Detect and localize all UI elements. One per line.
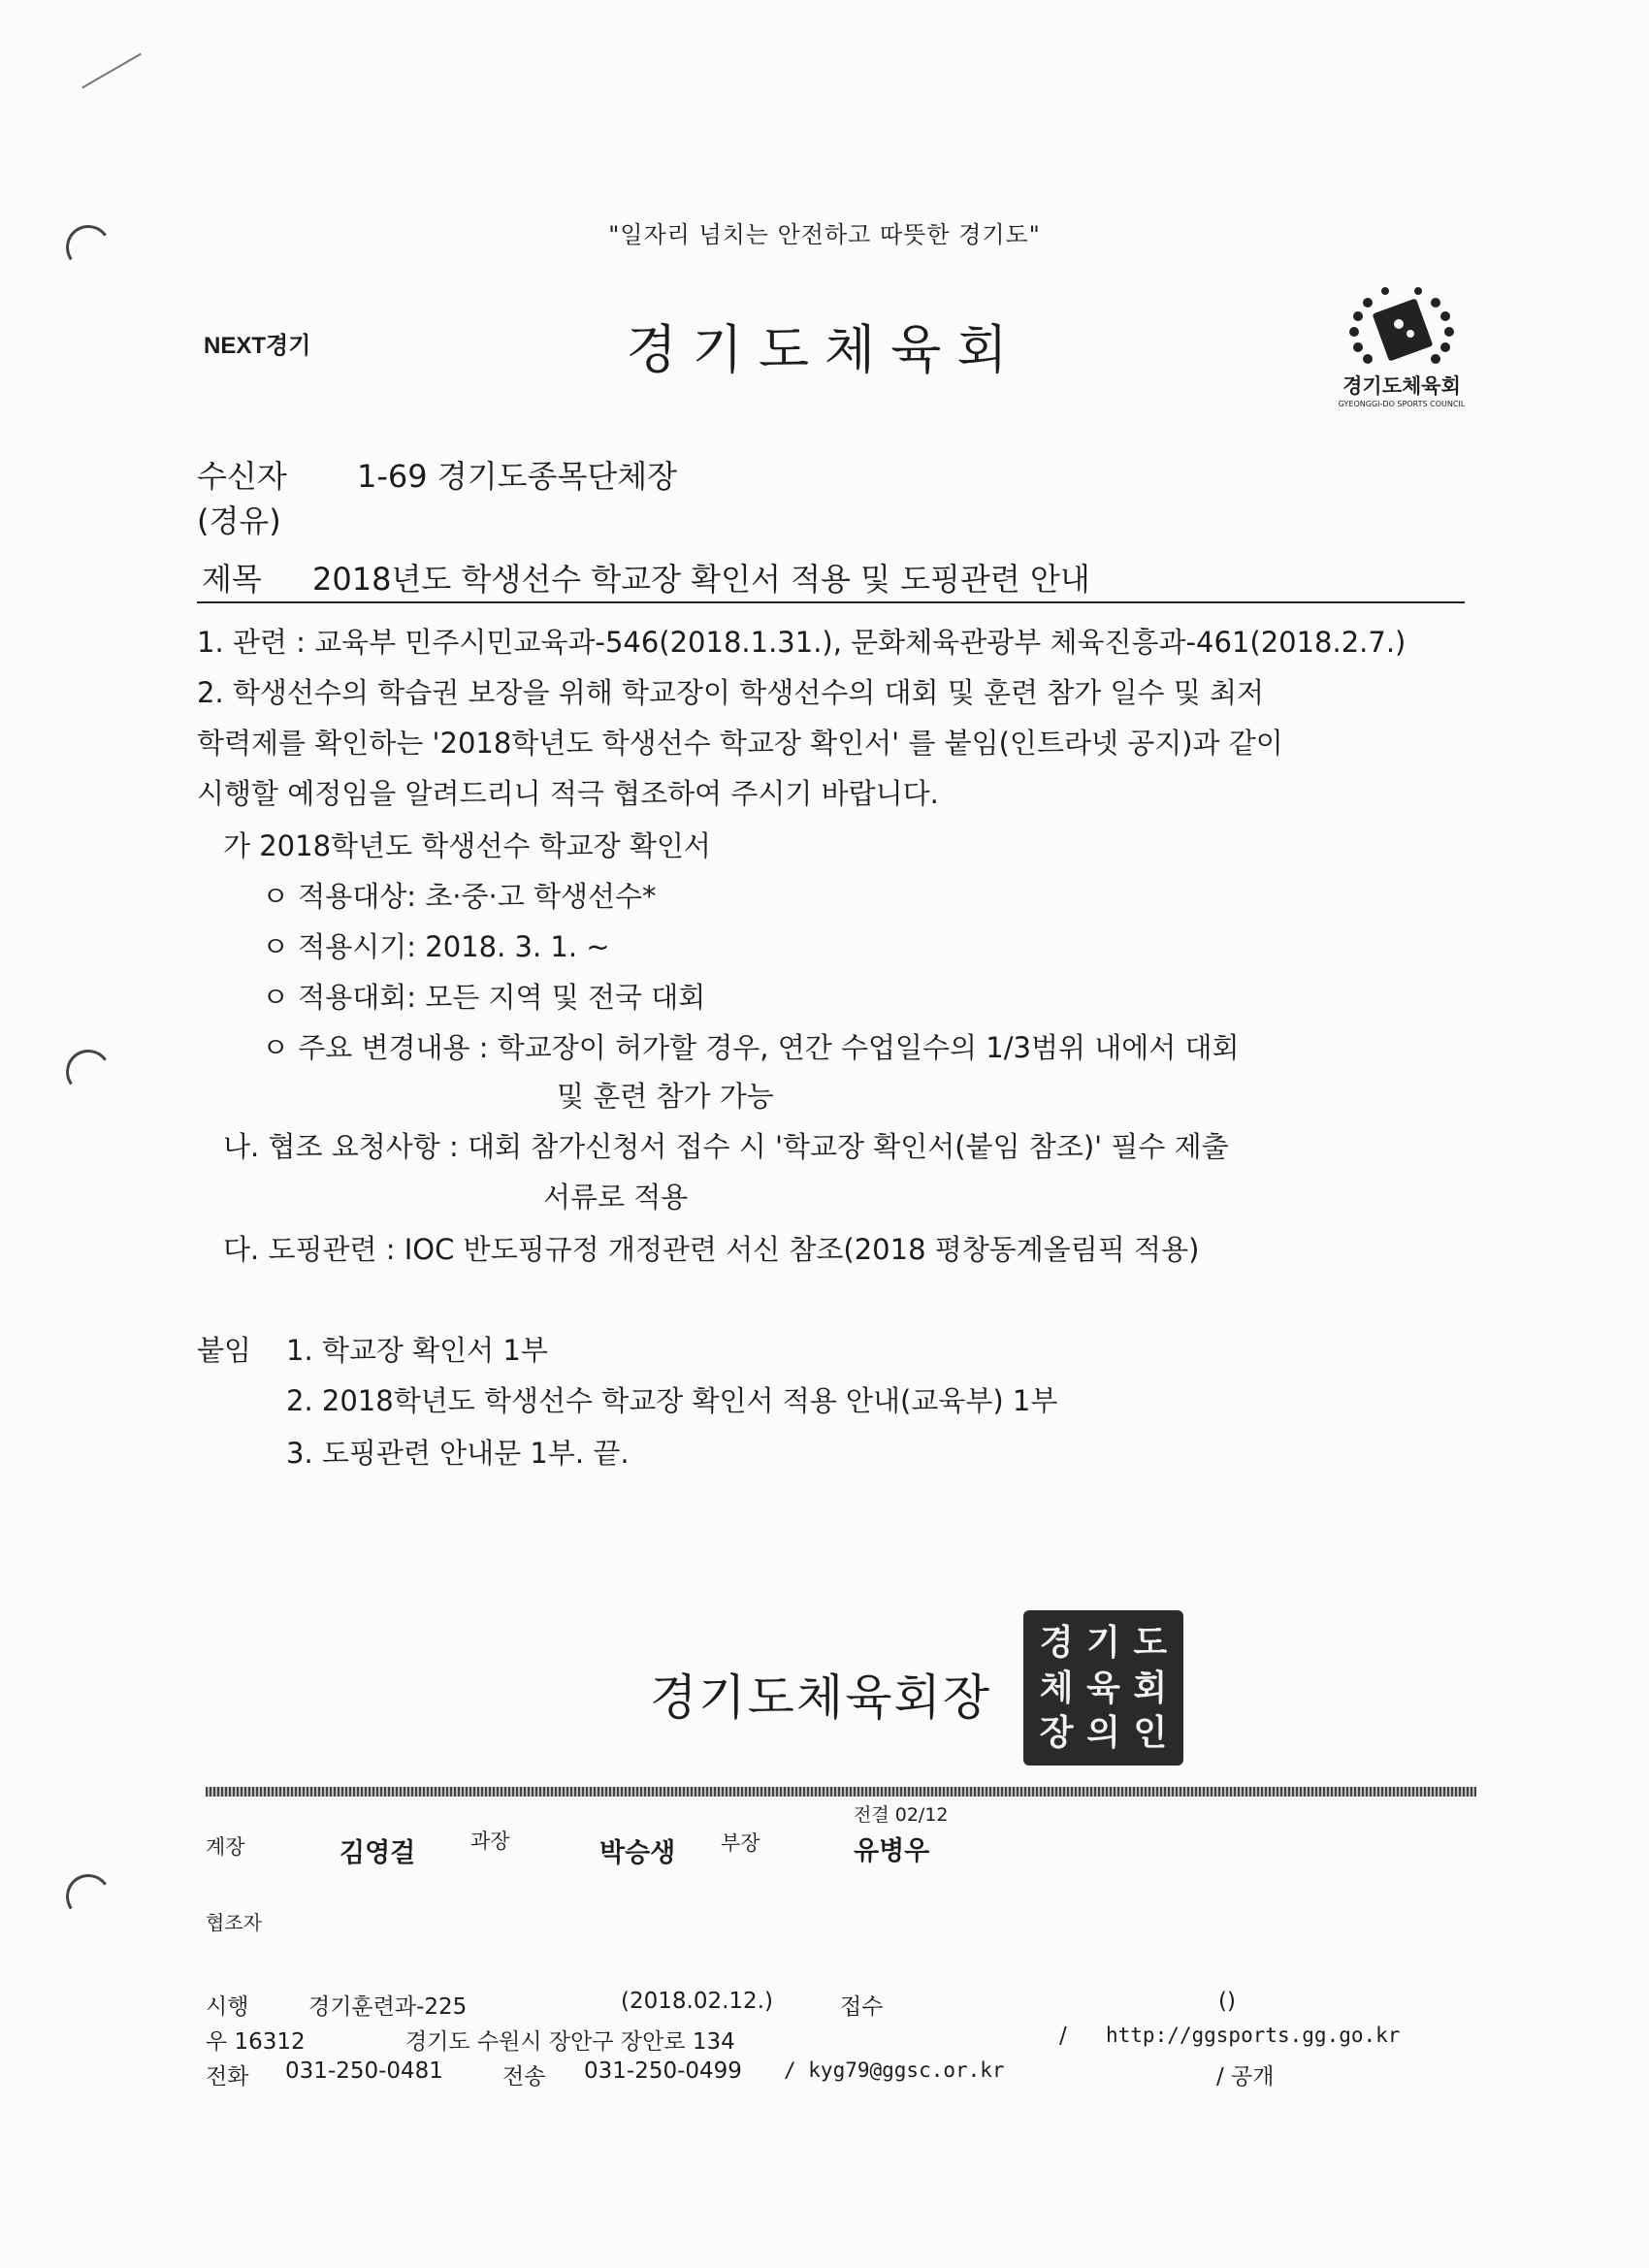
org-title: 경기도체육회 [626, 319, 1023, 380]
fax-number: 031-250-0499 [584, 2058, 742, 2084]
recipient-value: 1-69 경기도종목단체장 [357, 458, 678, 495]
section-ga-title: 가 2018학년도 학생선수 학교장 확인서 [223, 829, 711, 862]
body-line: 학력제를 확인하는 '2018학년도 학생선수 학교장 확인서' 를 붙임(인트라넷 공지)과 같이 [197, 727, 1283, 760]
punch-hole-mark [62, 1046, 113, 1097]
ga-item: ㅇ 주요 변경내용 : 학교장이 허가할 경우, 연간 수업일수의 1/3범위 내에서 대회 [262, 1031, 1240, 1064]
receipt-value: () [1218, 1989, 1236, 2014]
phone-number: 031-250-0481 [285, 2058, 443, 2084]
ga-item: ㅇ 적용대회: 모든 지역 및 전국 대회 [262, 981, 706, 1014]
section-na-line: 나. 협조 요청사항 : 대회 참가신청서 접수 시 '학교장 확인서(붙임 참조)' 필수 제출 [223, 1130, 1229, 1163]
body-line: 시행할 예정임을 알려드리니 적극 협조하여 주시기 바랍니다. [197, 777, 939, 810]
handwritten-approval-note: 전결 02/12 [854, 1804, 949, 1826]
punch-hole-mark [62, 1870, 113, 1922]
ga-item: ㅇ 적용대상: 초·중·고 학생선수* [262, 880, 657, 913]
slogan: "일자리 넘치는 안전하고 따뜻한 경기도" [608, 221, 1041, 248]
subject-value: 2018년도 학생선수 학교장 확인서 적용 및 도핑관련 안내 [312, 561, 1090, 598]
recipient-label: 수신자 [197, 458, 287, 495]
next-gyeonggi-logo: NEXT경기 [204, 333, 311, 359]
website-separator: / [1059, 2024, 1067, 2049]
disclosure-status: / 공개 [1216, 2064, 1275, 2090]
address: 경기도 수원시 장안구 장안로 134 [405, 2029, 735, 2055]
signatory-title: 경기도체육회장 [650, 1669, 992, 1726]
body-line: 2. 학생선수의 학습권 보장을 위해 학교장이 학생선수의 대회 및 훈련 참가 일수 및 최저 [197, 676, 1264, 709]
approver-name: 김영걸 [340, 1838, 416, 1868]
pen-mark [81, 53, 142, 89]
ga-item: ㅇ 적용시기: 2018. 3. 1. ~ [262, 930, 610, 963]
related-docs-line: 1. 관련 : 교육부 민주시민교육과-546(2018.1.31.), 문화체육관광부 체육진흥과-461(2018.2.7.) [197, 626, 1406, 659]
approver-role-label: 계장 [206, 1835, 245, 1859]
cooperator-label: 협조자 [206, 1911, 262, 1934]
official-seal: 경 기 도 체 육 회 장 의 인 [1023, 1610, 1183, 1766]
subject-label: 제목 [202, 561, 262, 598]
enforce-label: 시행 [206, 1994, 249, 2020]
approver-name: 유병우 [854, 1836, 930, 1866]
receipt-label: 접수 [840, 1994, 884, 2020]
subject-divider [197, 601, 1465, 603]
website-link[interactable]: http://ggsports.gg.go.kr [1106, 2024, 1401, 2047]
via-label: (경유) [197, 502, 281, 539]
email-link[interactable]: / kyg79@ggsc.or.kr [784, 2058, 1005, 2082]
approver-name: 박승생 [599, 1838, 676, 1868]
approver-role-label: 과장 [470, 1830, 510, 1853]
enforce-date: (2018.02.12.) [621, 1989, 773, 2014]
approver-role-label: 부장 [721, 1831, 760, 1855]
phone-label: 전화 [206, 2064, 249, 2090]
attachment-item: 3. 도핑관련 안내문 1부. 끝. [286, 1437, 630, 1470]
postal-code: 우 16312 [206, 2029, 306, 2055]
enforce-number: 경기훈련과-225 [308, 1994, 468, 2020]
attachment-item: 1. 학교장 확인서 1부 [286, 1334, 548, 1367]
emblem-subtitle: GYEONGGI-DO SPORTS COUNCIL [1338, 400, 1466, 408]
attachments-label: 붙임 [197, 1334, 252, 1367]
ga-item-continuation: 및 훈련 참가 가능 [557, 1080, 774, 1113]
approval-divider [206, 1787, 1476, 1797]
section-na-continuation: 서류로 적용 [543, 1181, 689, 1214]
fax-label: 전송 [502, 2064, 546, 2090]
section-da-line: 다. 도핑관련 : IOC 반도핑규정 개정관련 서신 참조(2018 평창동계올림픽 적용) [223, 1233, 1200, 1266]
attachment-item: 2. 2018학년도 학생선수 학교장 확인서 적용 안내(교육부) 1부 [286, 1384, 1058, 1417]
emblem-name: 경기도체육회 [1342, 374, 1461, 398]
